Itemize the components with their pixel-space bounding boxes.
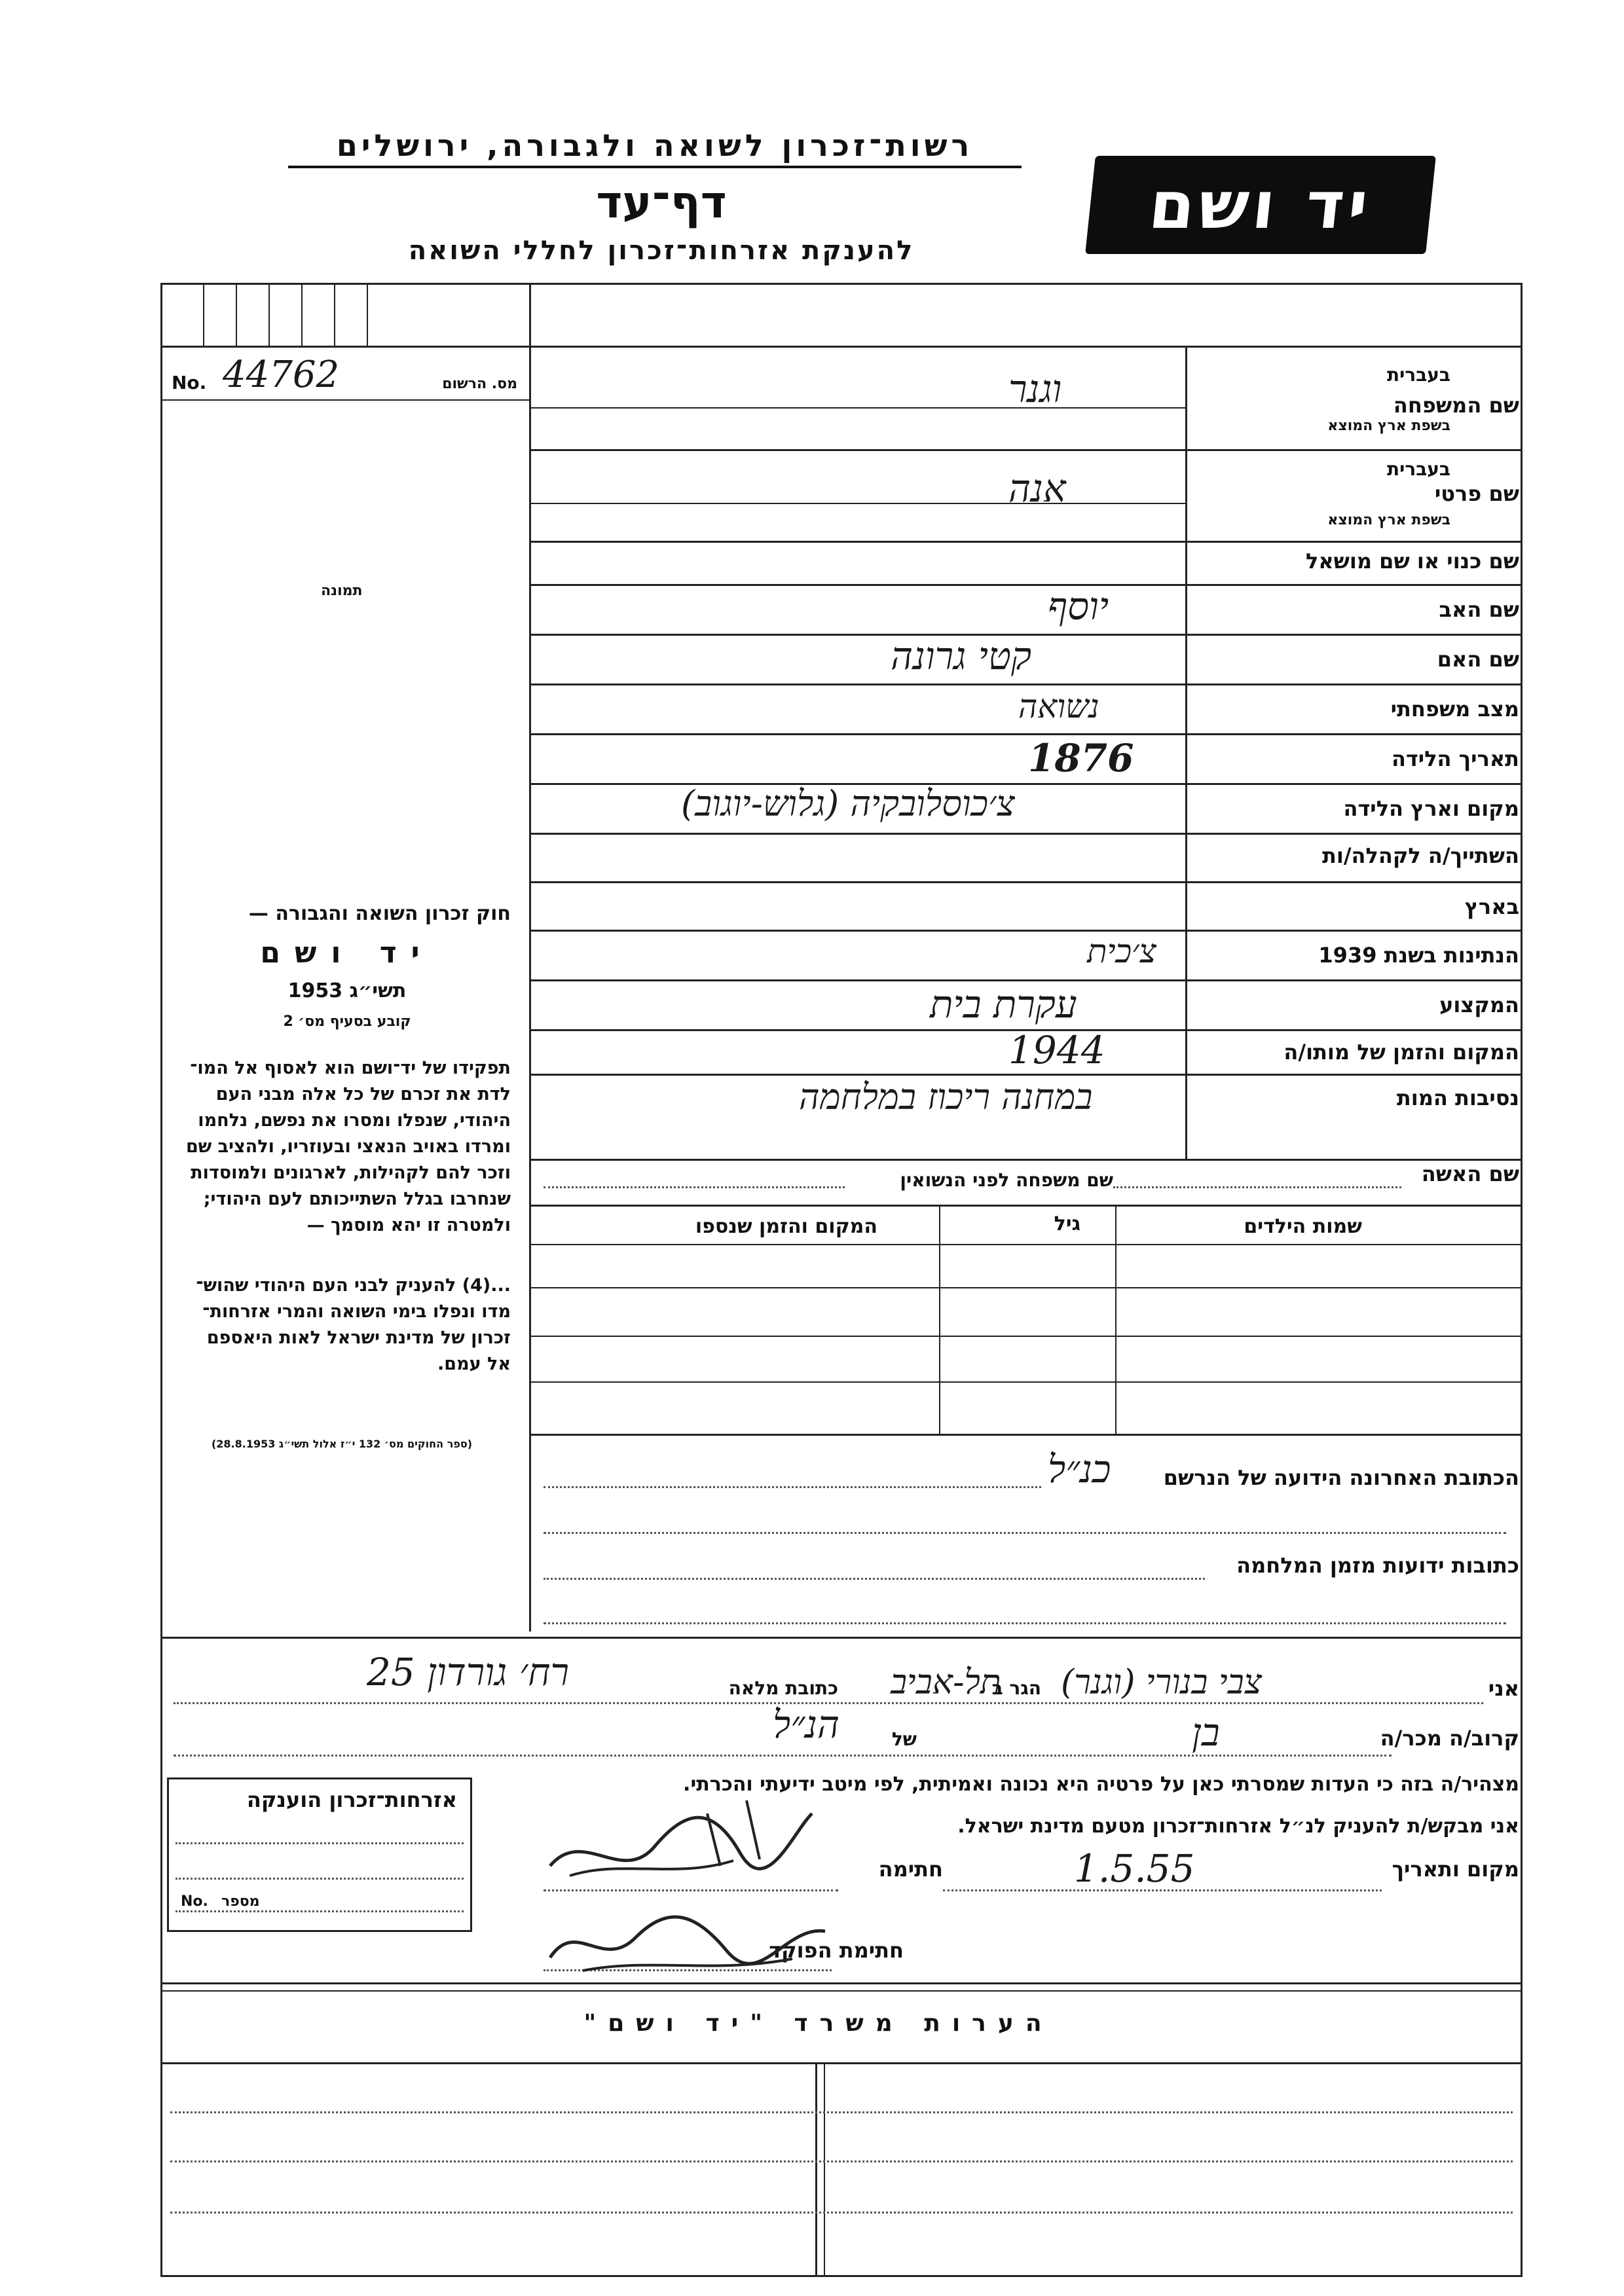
birth-place-label: מקום וארץ הלידה	[1343, 796, 1519, 821]
birth-date-label: תאריך הלידה	[1391, 746, 1519, 771]
death-time-place-value: 1944	[1008, 1028, 1105, 1072]
photo-label: תמונה	[321, 583, 363, 599]
relation-of-value: הנ״ל	[773, 1702, 840, 1747]
mother-label: שם האם	[1437, 647, 1519, 672]
wife-label: שם האשה	[1421, 1161, 1519, 1186]
stamp-box-title: אזרחות־זכרון הוענקה	[246, 1787, 457, 1812]
children-age-header: גיל	[1054, 1212, 1080, 1235]
registration-no-prefix: No.	[172, 372, 207, 393]
request-text: אני מבקש/ת להעניק לנ״ל אזרחות־זכרון מטעם מדינת ישראל.	[957, 1815, 1519, 1838]
citizenship-label: הנתינות בשנת 1939	[1318, 943, 1519, 968]
law-name: יד ושם	[260, 936, 434, 970]
citizenship-value: צ׳כית	[1087, 932, 1156, 970]
death-circumstances-value: במחנה ריכוז במלחמה	[799, 1076, 1093, 1118]
family-name-value: וגנר	[1008, 367, 1062, 411]
law-clause: קובע בסעיף מס׳ 2	[283, 1013, 411, 1030]
wartime-address-label: כתובות ידועות מזמן המלחמה	[1236, 1553, 1519, 1578]
death-time-place-label: המקום והזמן של מותו/ה	[1283, 1040, 1519, 1065]
declarant-signature	[544, 1787, 819, 1892]
officer-signature-label: חתימת הפוקד	[769, 1938, 904, 1963]
death-circumstances-label: נסיבות המות	[1396, 1085, 1519, 1110]
birth-place-value: צ׳כוסלובקיה (גלוש-יוגוב)	[681, 783, 1015, 824]
family-name-label: שם המשפחה	[1393, 393, 1519, 418]
officer-signature	[544, 1899, 832, 1977]
marital-label: מצב משפחתי	[1390, 697, 1519, 721]
registration-label: מס. הרשום	[442, 376, 517, 392]
declarant-name: צבי בנורי (וגנר)	[1061, 1663, 1262, 1702]
declarant-address: רח׳ גורדון 25	[367, 1650, 569, 1694]
frame-top	[160, 283, 1522, 285]
first-name-label: שם פרטי	[1434, 481, 1519, 506]
last-address-label: הכתובת האחרונה הידועה של הנרשם	[1163, 1465, 1519, 1490]
logo-text: יד ושם	[1145, 166, 1376, 244]
marital-value: נשואה	[1018, 687, 1099, 725]
law-citation: (ספר החוקים מס׳ 132 י״ז אלול תשי״ג 28.8.1953)	[211, 1438, 473, 1450]
office-notes-title: הערות משרד "יד ושם"	[583, 2010, 1054, 2037]
profession-label: המקצוע	[1439, 993, 1519, 1017]
mother-value: קטי גרונה	[891, 634, 1032, 678]
profession-value: עקרת בית	[930, 982, 1077, 1027]
last-address-value: כנ״ל	[1048, 1447, 1111, 1491]
country-label: בארץ	[1464, 894, 1519, 919]
maiden-name-label: שם משפחה לפני הנשואין	[900, 1169, 1113, 1191]
children-names-header: שמות הילדים	[1244, 1215, 1362, 1238]
yad-vashem-logo	[1085, 156, 1436, 254]
declaration-text: מצהיר/ה בזה כי העדות שמסרתי כאן על פרטיה היא נכונה ואמיתית, לפי מיטב ידיעתי והכרתי.	[683, 1773, 1519, 1796]
authority-title: רשות־זכרון לשואה ולגבורה, ירושלים	[288, 128, 1022, 168]
declarant-i-label: אני	[1488, 1676, 1519, 1701]
father-label: שם האב	[1439, 597, 1519, 622]
relation-label: קרוב/ה מכר/ה	[1380, 1726, 1519, 1751]
relation-value: בן	[1192, 1710, 1220, 1755]
signature-label: חתימה	[878, 1857, 943, 1882]
father-value: יוסף	[1048, 584, 1109, 629]
law-paragraph-1: תפקידו של יד־ושם הוא לאסוף אל המו־ לדת את זכרם של כל אלה מבני העם היהודי, שנפלו ומסרו את נפשם, נלחמו ומרדו באויב הנאצי ובעוזריו, ולהציב שם וזכר להם לקהילות, לארגונים ולמוסדות שנחרבו בגלל השתייכותם לעם היהודי; ולמטרה זו יהא מוסמך —	[185, 1058, 511, 1235]
declarant-city: תל-אביב	[891, 1663, 1001, 1702]
frame-right	[1521, 283, 1522, 2276]
declaration-date: 1.5.55	[1074, 1846, 1195, 1891]
birth-date-value: 1876	[1028, 736, 1134, 780]
officer-signature-scribble	[544, 1899, 832, 1977]
law-title: חוק זכרון השואה והגבורה —	[248, 902, 511, 925]
frame-left	[160, 283, 162, 2276]
law-year: תשי״ג 1953	[287, 979, 407, 1002]
citizenship-stamp-box: אזרחות־זכרון הוענקה No. מספר	[167, 1777, 472, 1932]
signature-scribble	[544, 1787, 819, 1892]
column-divider	[529, 283, 531, 1631]
children-place-header: המקום והזמן שנספו	[695, 1215, 877, 1238]
law-paragraph-2: ...(4) להעניק לבני העם היהודי שהוש־ מדו ונפלו בימי השואה והמרי אזרחות־ זכרון של מדינת ישראל לאות היאספם אל עמם.	[196, 1275, 511, 1374]
registration-number: 44762	[223, 354, 340, 396]
form-subtitle: להענקת אזרחות־זכרון לחללי השואה	[408, 236, 915, 266]
form-title: דף־עד	[596, 177, 727, 228]
nickname-label: שם כנוי או שם מושאל	[1305, 549, 1519, 574]
first-name-value: אנה	[1008, 466, 1066, 511]
place-date-label: מקום ותאריך	[1392, 1857, 1519, 1882]
community-label: השתייך/ה לקהלה/ות	[1321, 843, 1519, 868]
